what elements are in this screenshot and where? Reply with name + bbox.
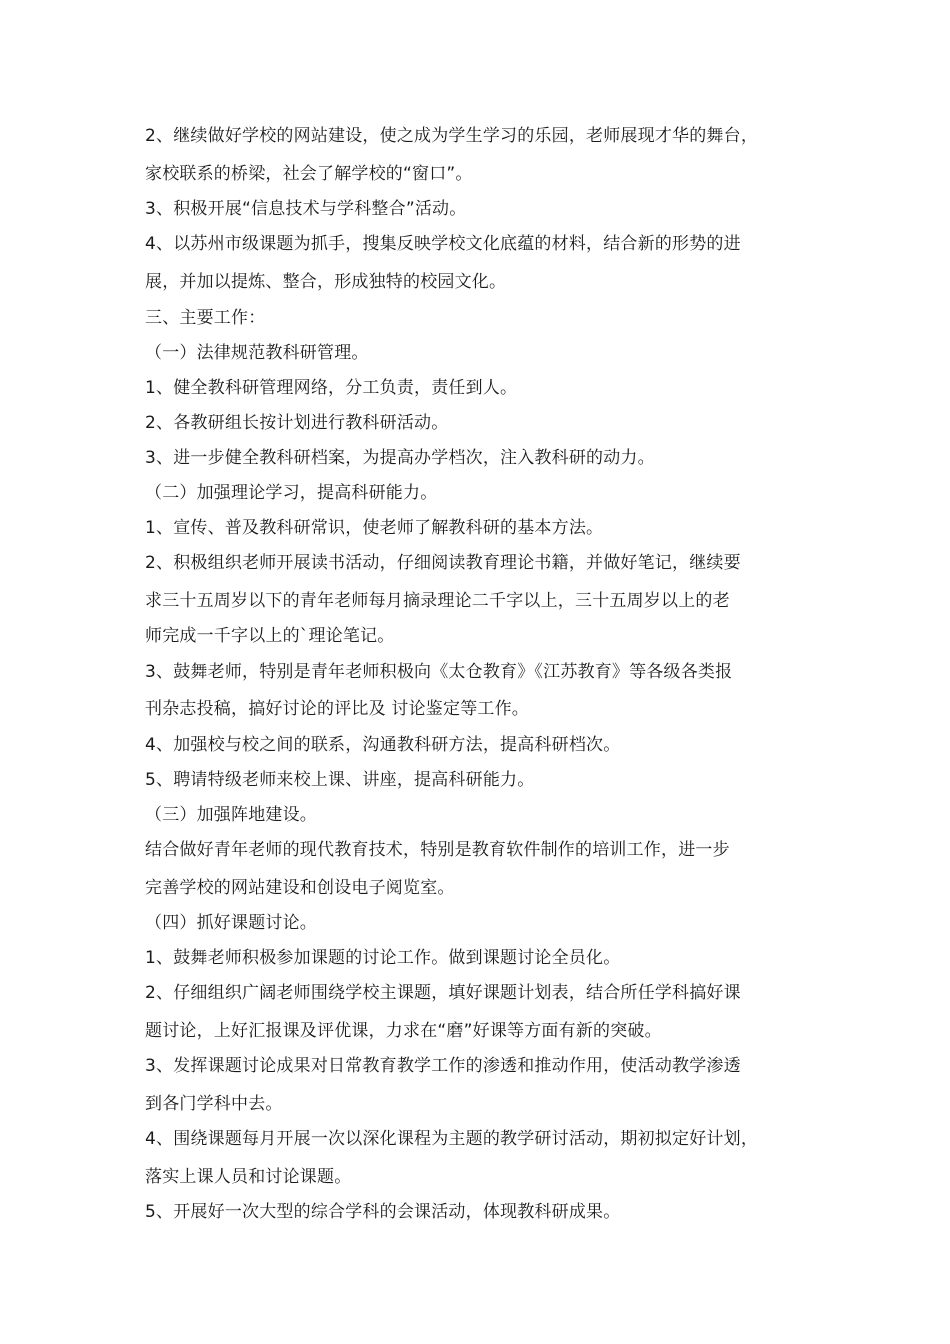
subsection-heading: （三）加强阵地建设。 [145, 805, 317, 825]
subsection-heading: （四）抓好课题讨论。 [145, 913, 317, 933]
text-line: 3、积极开展“信息技术与学科整合”活动。 [145, 199, 467, 219]
text-line: 2、继续做好学校的网站建设，使之成为学生学习的乐园，老师展现才华的舞台， [145, 126, 759, 146]
text-line: 2、仔细组织广阔老师围绕学校主课题，填好课题计划表，结合所任学科搞好课 [145, 983, 741, 1003]
text-line: 求三十五周岁以下的青年老师每月摘录理论二千字以上，三十五周岁以上的老 [145, 591, 730, 611]
text-line: 家校联系的桥梁，社会了解学校的“窗口”。 [145, 164, 473, 184]
text-line: 1、宣传、普及教科研常识，使老师了解教科研的基本方法。 [145, 518, 604, 538]
subsection-heading: （一）法律规范教科研管理。 [145, 343, 369, 363]
text-line: 5、开展好一次大型的综合学科的会课活动，体现教科研成果。 [145, 1202, 621, 1222]
section-heading: 三、主要工作： [145, 308, 266, 328]
text-line: 师完成一千字以上的`理论笔记。 [145, 626, 395, 646]
text-line: 4、围绕课题每月开展一次以深化课程为主题的教学研讨活动，期初拟定好计划， [145, 1129, 759, 1149]
text-line: 1、健全教科研管理网络，分工负责，责任到人。 [145, 378, 518, 398]
text-line: 展，并加以提炼、整合，形成独特的校园文化。 [145, 272, 507, 292]
text-line: 3、进一步健全教科研档案，为提高办学档次，注入教科研的动力。 [145, 448, 655, 468]
text-line: 4、以苏州市级课题为抓手，搜集反映学校文化底蕴的材料，结合新的形势的进 [145, 234, 741, 254]
text-line: 题讨论，上好汇报课及评优课，力求在“磨”好课等方面有新的突破。 [145, 1021, 662, 1041]
subsection-heading: （二）加强理论学习，提高科研能力。 [145, 483, 438, 503]
text-line: 4、加强校与校之间的联系，沟通教科研方法，提高科研档次。 [145, 735, 621, 755]
text-line: 落实上课人员和讨论课题。 [145, 1167, 352, 1187]
text-line: 2、各教研组长按计划进行教科研活动。 [145, 413, 449, 433]
text-line: 2、积极组织老师开展读书活动，仔细阅读教育理论书籍，并做好笔记，继续要 [145, 553, 741, 573]
text-line: 3、鼓舞老师，特别是青年老师积极向《太仓教育》《江苏教育》等各级各类报 [145, 662, 733, 682]
text-line: 完善学校的网站建设和创设电子阅览室。 [145, 878, 455, 898]
text-line: 5、聘请特级老师来校上课、讲座，提高科研能力。 [145, 770, 535, 790]
text-line: 结合做好青年老师的现代教育技术，特别是教育软件制作的培训工作，进一步 [145, 840, 730, 860]
text-line: 3、发挥课题讨论成果对日常教育教学工作的渗透和推动作用，使活动教学渗透 [145, 1056, 741, 1076]
text-line: 到各门学科中去。 [145, 1094, 283, 1114]
text-line: 1、鼓舞老师积极参加课题的讨论工作。做到课题讨论全员化。 [145, 948, 621, 968]
text-line: 刊杂志投稿，搞好讨论的评比及 讨论鉴定等工作。 [145, 699, 530, 719]
